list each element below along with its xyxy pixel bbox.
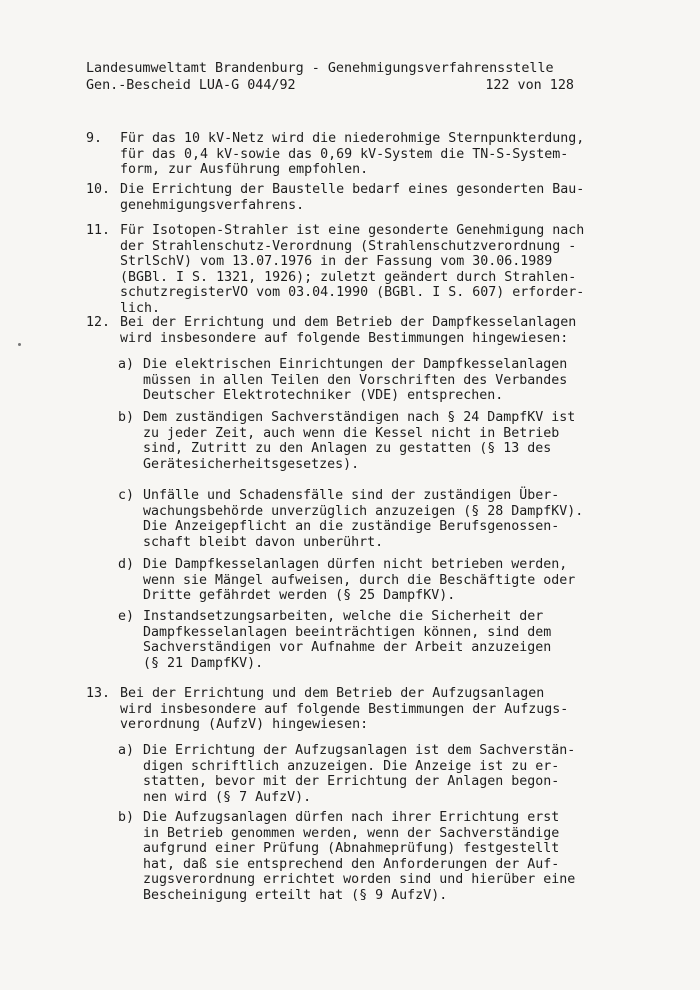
- item-12-a: [118, 357, 618, 404]
- item-number: 13.: [86, 686, 111, 701]
- sub-text: Unfälle und Schadensfälle sind der zuständigen Über- wachungsbehörde unverzüglich anzuzeigen (§ 28 DampfKV). Die Anzeigepflicht an die zuständige Berufsgenossen- schaft bleibt davon unberührt.: [143, 488, 584, 550]
- item-number: 10.: [86, 182, 111, 197]
- item-13-b: [118, 810, 618, 904]
- sub-text: Die Dampfkesselanlagen dürfen nicht betrieben werden, wenn sie Mängel aufweisen, durch die Beschäftigte oder Dritte gefährdet werden (§ 25 DampfKV).: [143, 557, 576, 604]
- item-number: 9.: [86, 131, 103, 146]
- item-10: [86, 182, 614, 213]
- item-13: [86, 686, 614, 733]
- sub-label: e): [118, 609, 135, 624]
- sub-text: Instandsetzungsarbeiten, welche die Sicherheit der Dampfkesselanlagen beeinträchtigen können, sind dem Sachverständigen vor Aufnahme der Arbeit anzuzeigen (§ 21 DampfKV).: [143, 609, 552, 671]
- sub-label: d): [118, 557, 135, 572]
- sub-label: c): [118, 488, 135, 503]
- header-reference: [86, 78, 574, 94]
- item-text: Für das 10 kV-Netz wird die niederohmige Sternpunkterdung, für das 0,4 kV-sowie das 0,69 kV-System die TN-S-System- form, zur Ausführung empfohlen.: [120, 131, 585, 178]
- sub-text: Die Aufzugsanlagen dürfen nach ihrer Errichtung erst in Betrieb genommen werden, wenn der Sachverständige aufgrund einer Prüfung (Abnahmeprüfung) festgestellt hat, daß sie entsprechend den Anforderungen der Auf- zugsverordnung errichtet worden sind und hierüber eine Bescheinigung erteilt hat (§ 9 AufzV).: [143, 810, 576, 903]
- sub-text: Die Errichtung der Aufzugsanlagen ist dem Sachverstän- digen schriftlich anzuzeigen. Die Anzeige ist zu er- statten, bevor mit der Errichtung der Anlagen begon- nen wird (§ 7 AufzV).: [143, 743, 576, 805]
- item-12-c: [118, 488, 618, 550]
- header-decision-number: Gen.-Bescheid LUA-G 044/92: [86, 78, 296, 93]
- header-page-number: 122 von 128: [485, 78, 574, 93]
- item-12: [86, 315, 614, 346]
- item-12-e: [118, 609, 618, 671]
- item-text: Die Errichtung der Baustelle bedarf eines gesonderten Bau- genehmigungsverfahrens.: [120, 182, 585, 213]
- item-text: Für Isotopen-Strahler ist eine gesonderte Genehmigung nach der Strahlenschutz-Verordnung (Strahlenschutzverordnung - StrlSchV) vom 13.07.1976 in der Fassung vom 30.06.1989 (BGBl. I S. 1321, 1926); zuletzt geändert durch Strahlen- schutzregisterVO vom 03.04.1990 (BGBl. I S. 607) erforder- lich.: [120, 223, 585, 316]
- sub-label: b): [118, 810, 135, 825]
- header-authority: Landesumweltamt Brandenburg - Genehmigungsverfahrensstelle: [86, 61, 554, 76]
- sub-text: Dem zuständigen Sachverständigen nach § 24 DampfKV ist zu jeder Zeit, auch wenn die Kessel nicht in Betrieb sind, Zutritt zu den Anlagen zu gestatten (§ 13 des Gerätesicherheitsgesetzes).: [143, 410, 576, 472]
- item-13-a: [118, 743, 618, 805]
- margin-mark: [18, 343, 21, 346]
- sub-text: Die elektrischen Einrichtungen der Dampfkesselanlagen müssen in allen Teilen den Vorschriften des Verbandes Deutscher Elektrotechniker (VDE) entsprechen.: [143, 357, 568, 404]
- item-number: 11.: [86, 223, 111, 238]
- item-12-b: [118, 410, 618, 472]
- item-text: Bei der Errichtung und dem Betrieb der Aufzugsanlagen wird insbesondere auf folgende Bestimmungen der Aufzugs- verordnung (AufzV) hingewiesen:: [120, 686, 569, 733]
- sub-label: a): [118, 357, 135, 372]
- item-12-d: [118, 557, 618, 604]
- item-9: [86, 131, 614, 178]
- sub-label: b): [118, 410, 135, 425]
- item-11: [86, 223, 614, 317]
- item-number: 12.: [86, 315, 111, 330]
- sub-label: a): [118, 743, 135, 758]
- item-text: Bei der Errichtung und dem Betrieb der Dampfkesselanlagen wird insbesondere auf folgende Bestimmungen hingewiesen:: [120, 315, 577, 346]
